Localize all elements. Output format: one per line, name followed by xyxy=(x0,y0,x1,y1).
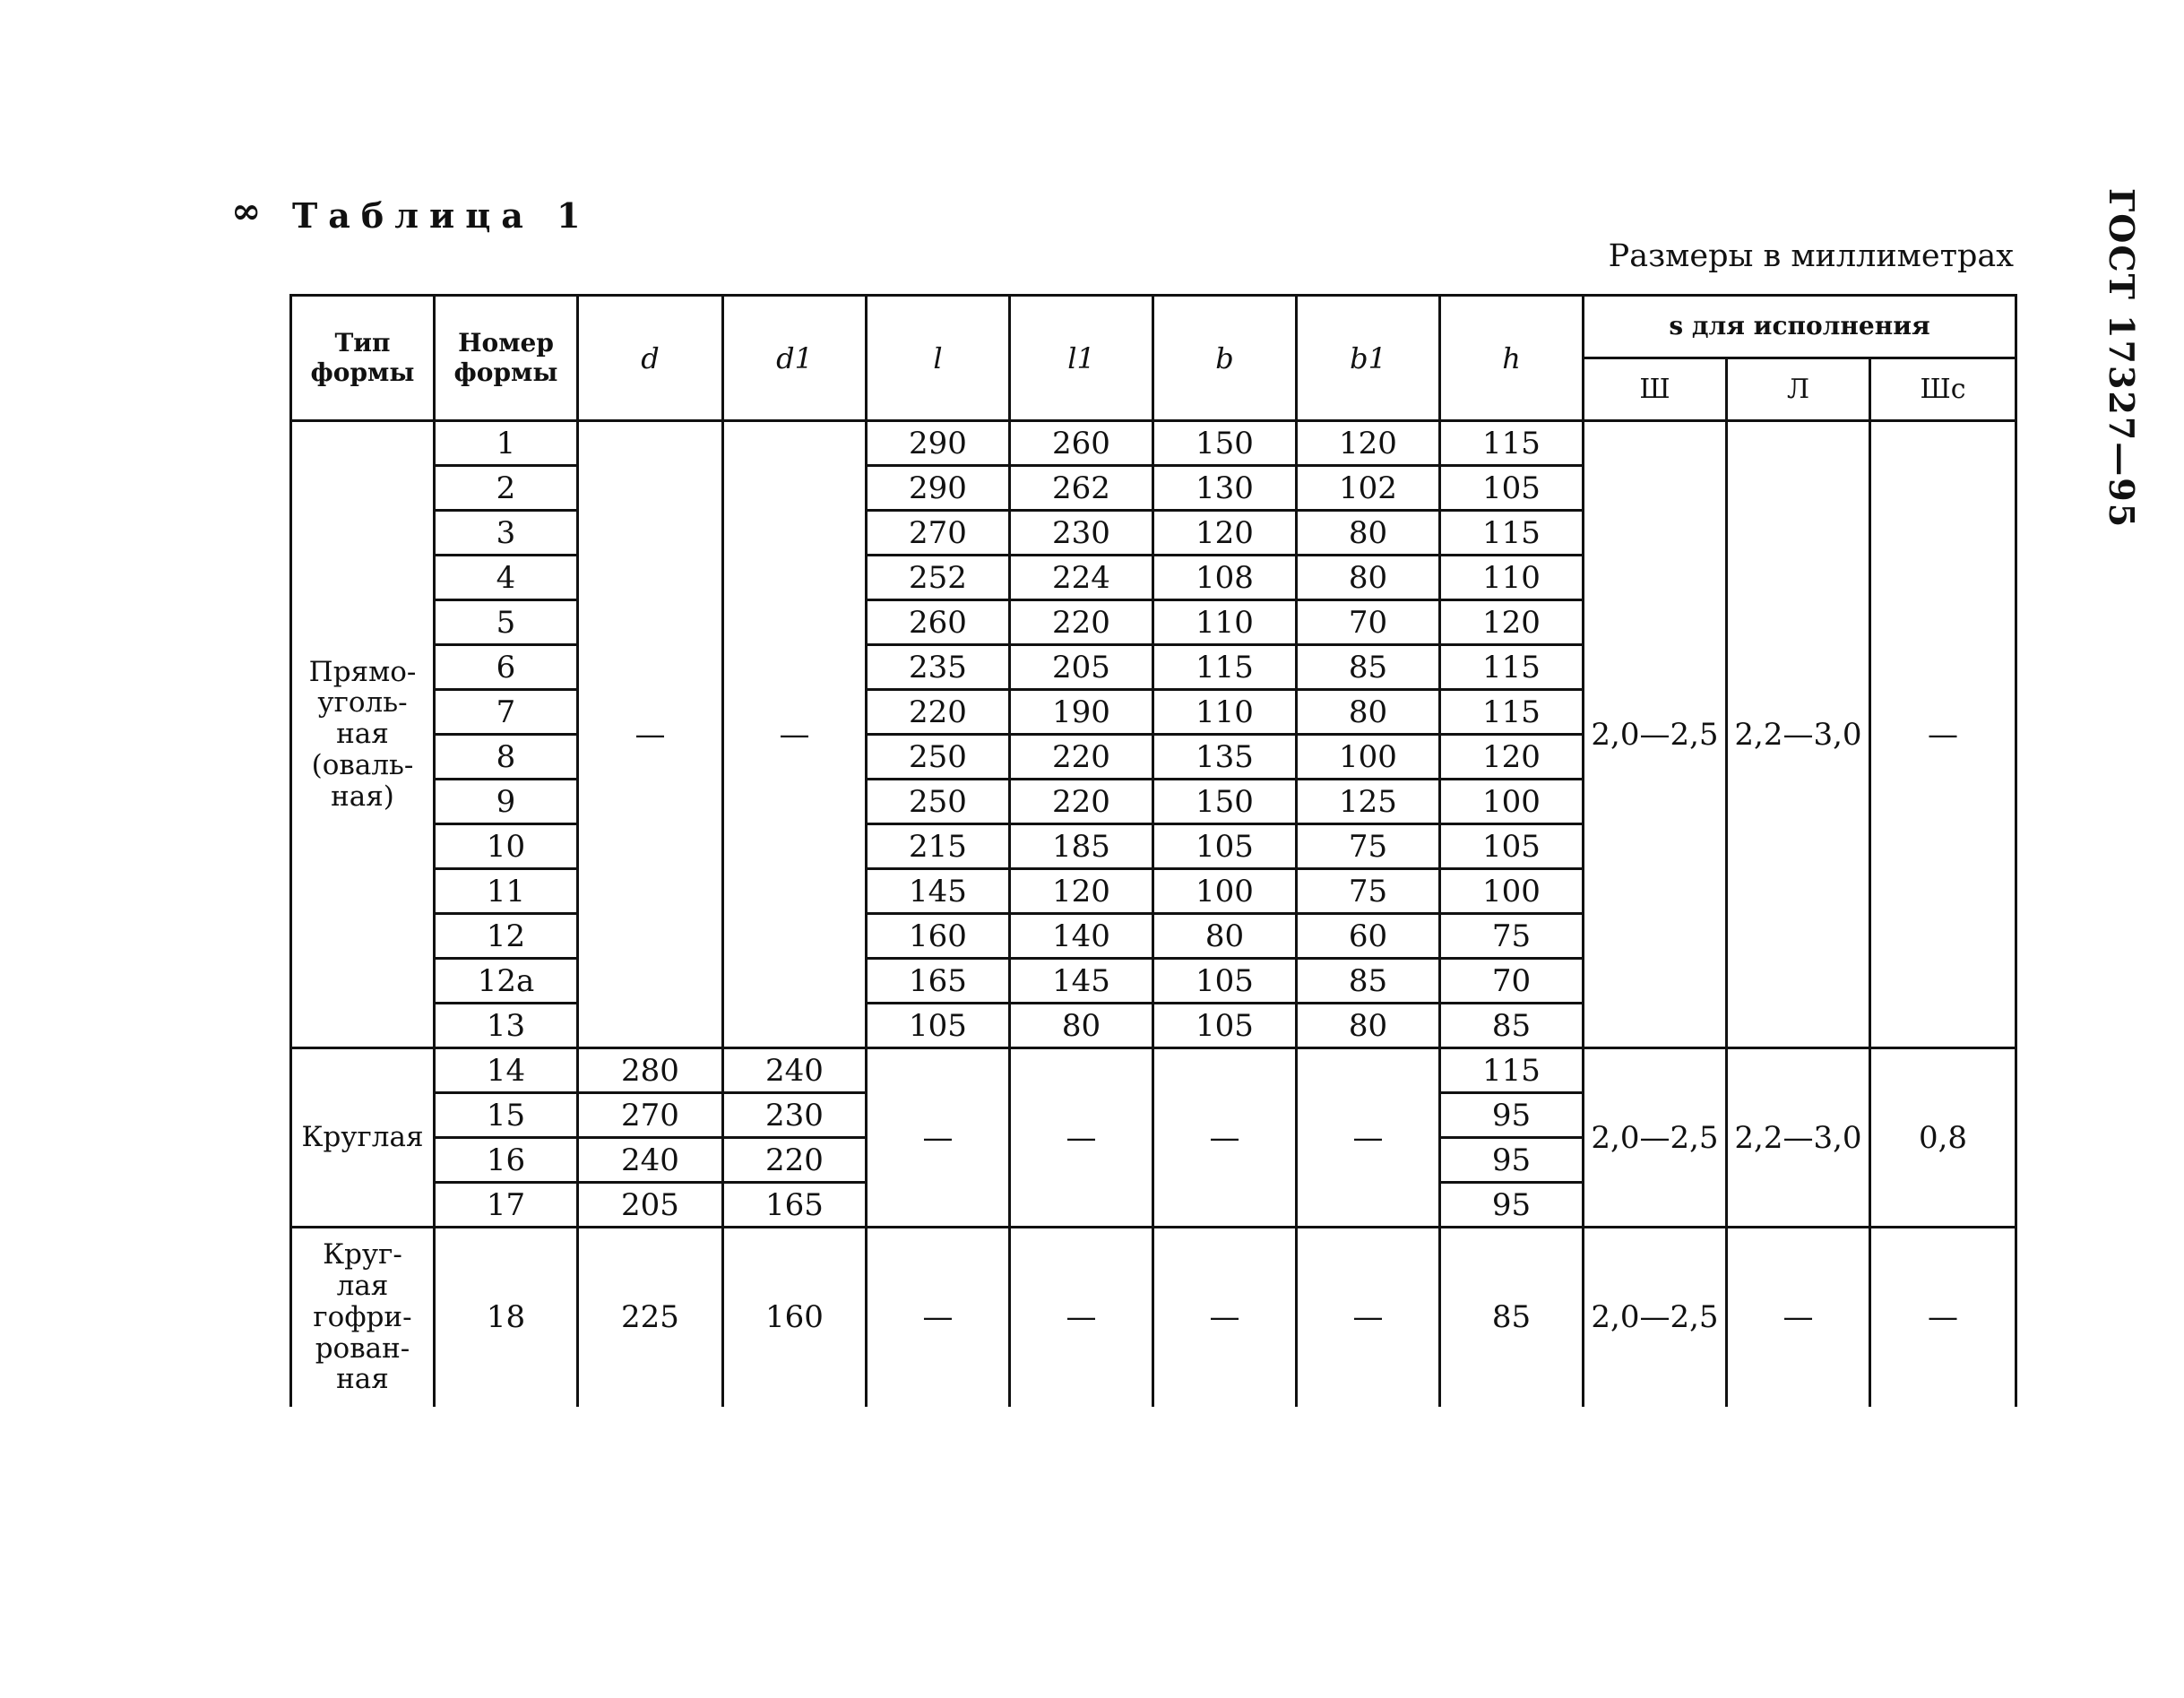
cell-number: 6 xyxy=(435,645,578,690)
cell-number: 15 xyxy=(435,1093,578,1138)
cell-b1: — xyxy=(1297,1048,1440,1228)
cell-b: 110 xyxy=(1153,690,1297,735)
cell-number: 7 xyxy=(435,690,578,735)
cell-l: 260 xyxy=(867,600,1010,645)
cell-b1: 75 xyxy=(1297,824,1440,869)
cell-l1: 190 xyxy=(1010,690,1153,735)
cell-h: 70 xyxy=(1440,959,1584,1004)
cell-number: 12 xyxy=(435,914,578,959)
cell-l: 215 xyxy=(867,824,1010,869)
cell-number: 17 xyxy=(435,1183,578,1228)
cell-l: — xyxy=(867,1048,1010,1228)
cell-number: 5 xyxy=(435,600,578,645)
cell-s-l: — xyxy=(1727,1228,1870,1407)
cell-d: 240 xyxy=(578,1138,723,1183)
header-s-shs: Шс xyxy=(1870,358,2016,421)
cell-b: 115 xyxy=(1153,645,1297,690)
cell-l: 145 xyxy=(867,869,1010,914)
cell-b: 105 xyxy=(1153,824,1297,869)
cell-l1: — xyxy=(1010,1228,1153,1407)
cell-s-sh: 2,0—2,5 xyxy=(1584,421,1727,1048)
cell-l1: 230 xyxy=(1010,511,1153,556)
cell-l: 220 xyxy=(867,690,1010,735)
cell-h: 95 xyxy=(1440,1138,1584,1183)
cell-b1: 85 xyxy=(1297,959,1440,1004)
cell-b: 130 xyxy=(1153,466,1297,511)
cell-h: 110 xyxy=(1440,556,1584,600)
table-header xyxy=(291,296,2016,421)
cell-l1: 220 xyxy=(1010,600,1153,645)
cell-number: 16 xyxy=(435,1138,578,1183)
cell-number: 8 xyxy=(435,735,578,780)
cell-b1: 125 xyxy=(1297,780,1440,824)
dimensions-table-wrap xyxy=(289,294,2015,1407)
cell-b: 108 xyxy=(1153,556,1297,600)
cell-b: 80 xyxy=(1153,914,1297,959)
cell-h: 85 xyxy=(1440,1004,1584,1048)
header-s-group: s для исполнения xyxy=(1584,296,2016,358)
cell-d1: 240 xyxy=(723,1048,867,1093)
header-d: d xyxy=(578,296,723,421)
cell-b1: 85 xyxy=(1297,645,1440,690)
cell-l1: 185 xyxy=(1010,824,1153,869)
cell-h: 115 xyxy=(1440,645,1584,690)
cell-l1: — xyxy=(1010,1048,1153,1228)
cell-l1: 220 xyxy=(1010,735,1153,780)
cell-d1: 160 xyxy=(723,1228,867,1407)
cell-l1: 145 xyxy=(1010,959,1153,1004)
cell-d1: 220 xyxy=(723,1138,867,1183)
header-h: h xyxy=(1440,296,1584,421)
cell-b: 120 xyxy=(1153,511,1297,556)
cell-s-shs: — xyxy=(1870,421,2016,1048)
header-b1: b1 xyxy=(1297,296,1440,421)
units-caption: Размеры в миллиметрах xyxy=(1608,238,2014,274)
cell-l1: 140 xyxy=(1010,914,1153,959)
header-number: Номер формы xyxy=(435,296,578,421)
cell-number: 9 xyxy=(435,780,578,824)
table-row xyxy=(291,1048,2016,1093)
cell-s-shs: — xyxy=(1870,1228,2016,1407)
cell-h: 100 xyxy=(1440,780,1584,824)
cell-b: — xyxy=(1153,1048,1297,1228)
header-s-sh: Ш xyxy=(1584,358,1727,421)
cell-d: 270 xyxy=(578,1093,723,1138)
cell-b: 105 xyxy=(1153,959,1297,1004)
cell-s-sh: 2,0—2,5 xyxy=(1584,1048,1727,1228)
cell-b: — xyxy=(1153,1228,1297,1407)
header-type: Тип формы xyxy=(291,296,435,421)
cell-b1: 102 xyxy=(1297,466,1440,511)
cell-h: 115 xyxy=(1440,690,1584,735)
cell-number: 14 xyxy=(435,1048,578,1093)
cell-d1: 165 xyxy=(723,1183,867,1228)
header-d1: d1 xyxy=(723,296,867,421)
cell-l: 235 xyxy=(867,645,1010,690)
cell-number: 10 xyxy=(435,824,578,869)
cell-b: 100 xyxy=(1153,869,1297,914)
cell-b: 150 xyxy=(1153,780,1297,824)
cell-h: 105 xyxy=(1440,824,1584,869)
cell-type: Круг- лая гофри- рован- ная xyxy=(291,1228,435,1407)
cell-s-l: 2,2—3,0 xyxy=(1727,421,1870,1048)
dimensions-table xyxy=(289,294,2017,1407)
cell-h: 115 xyxy=(1440,511,1584,556)
cell-s-sh: 2,0—2,5 xyxy=(1584,1228,1727,1407)
cell-number: 3 xyxy=(435,511,578,556)
cell-l1: 120 xyxy=(1010,869,1153,914)
cell-l: 290 xyxy=(867,466,1010,511)
cell-h: 120 xyxy=(1440,600,1584,645)
cell-b1: 75 xyxy=(1297,869,1440,914)
header-l: l xyxy=(867,296,1010,421)
cell-b1: 80 xyxy=(1297,1004,1440,1048)
cell-number: 4 xyxy=(435,556,578,600)
cell-d1: 230 xyxy=(723,1093,867,1138)
cell-h: 95 xyxy=(1440,1183,1584,1228)
cell-h: 75 xyxy=(1440,914,1584,959)
cell-l: 290 xyxy=(867,421,1010,466)
cell-b: 110 xyxy=(1153,600,1297,645)
cell-h: 120 xyxy=(1440,735,1584,780)
cell-h: 95 xyxy=(1440,1093,1584,1138)
cell-s-l: 2,2—3,0 xyxy=(1727,1048,1870,1228)
cell-h: 115 xyxy=(1440,421,1584,466)
cell-b1: — xyxy=(1297,1228,1440,1407)
cell-l1: 224 xyxy=(1010,556,1153,600)
cell-number: 11 xyxy=(435,869,578,914)
page-number: ∞ xyxy=(231,190,263,232)
cell-b: 105 xyxy=(1153,1004,1297,1048)
cell-l: — xyxy=(867,1228,1010,1407)
cell-number: 1 xyxy=(435,421,578,466)
cell-h: 105 xyxy=(1440,466,1584,511)
cell-b1: 70 xyxy=(1297,600,1440,645)
cell-h: 100 xyxy=(1440,869,1584,914)
header-s-l: Л xyxy=(1727,358,1870,421)
cell-h: 115 xyxy=(1440,1048,1584,1093)
cell-d: — xyxy=(578,421,723,1048)
cell-l1: 260 xyxy=(1010,421,1153,466)
cell-b1: 80 xyxy=(1297,556,1440,600)
cell-b1: 100 xyxy=(1297,735,1440,780)
header-b: b xyxy=(1153,296,1297,421)
cell-l: 250 xyxy=(867,735,1010,780)
cell-number: 2 xyxy=(435,466,578,511)
cell-d: 280 xyxy=(578,1048,723,1093)
cell-l: 250 xyxy=(867,780,1010,824)
table-row xyxy=(291,1228,2016,1407)
cell-h: 85 xyxy=(1440,1228,1584,1407)
cell-b: 150 xyxy=(1153,421,1297,466)
cell-l1: 80 xyxy=(1010,1004,1153,1048)
cell-number: 13 xyxy=(435,1004,578,1048)
gost-code: ГОСТ 17327—95 xyxy=(2102,188,2142,530)
cell-l: 270 xyxy=(867,511,1010,556)
cell-d1: — xyxy=(723,421,867,1048)
cell-d: 225 xyxy=(578,1228,723,1407)
cell-l1: 220 xyxy=(1010,780,1153,824)
table-row xyxy=(291,421,2016,466)
cell-type: Круглая xyxy=(291,1048,435,1228)
cell-d: 205 xyxy=(578,1183,723,1228)
cell-s-shs: 0,8 xyxy=(1870,1048,2016,1228)
cell-l: 165 xyxy=(867,959,1010,1004)
cell-b1: 120 xyxy=(1297,421,1440,466)
table-body xyxy=(291,421,2016,1407)
cell-l: 252 xyxy=(867,556,1010,600)
cell-b1: 80 xyxy=(1297,511,1440,556)
cell-l1: 205 xyxy=(1010,645,1153,690)
cell-number: 12а xyxy=(435,959,578,1004)
cell-l1: 262 xyxy=(1010,466,1153,511)
table-title: Таблица 1 xyxy=(292,195,591,236)
cell-l: 105 xyxy=(867,1004,1010,1048)
cell-b: 135 xyxy=(1153,735,1297,780)
header-l1: l1 xyxy=(1010,296,1153,421)
cell-l: 160 xyxy=(867,914,1010,959)
cell-b1: 60 xyxy=(1297,914,1440,959)
cell-b1: 80 xyxy=(1297,690,1440,735)
cell-number: 18 xyxy=(435,1228,578,1407)
cell-type: Прямо- уголь- ная (оваль- ная) xyxy=(291,421,435,1048)
